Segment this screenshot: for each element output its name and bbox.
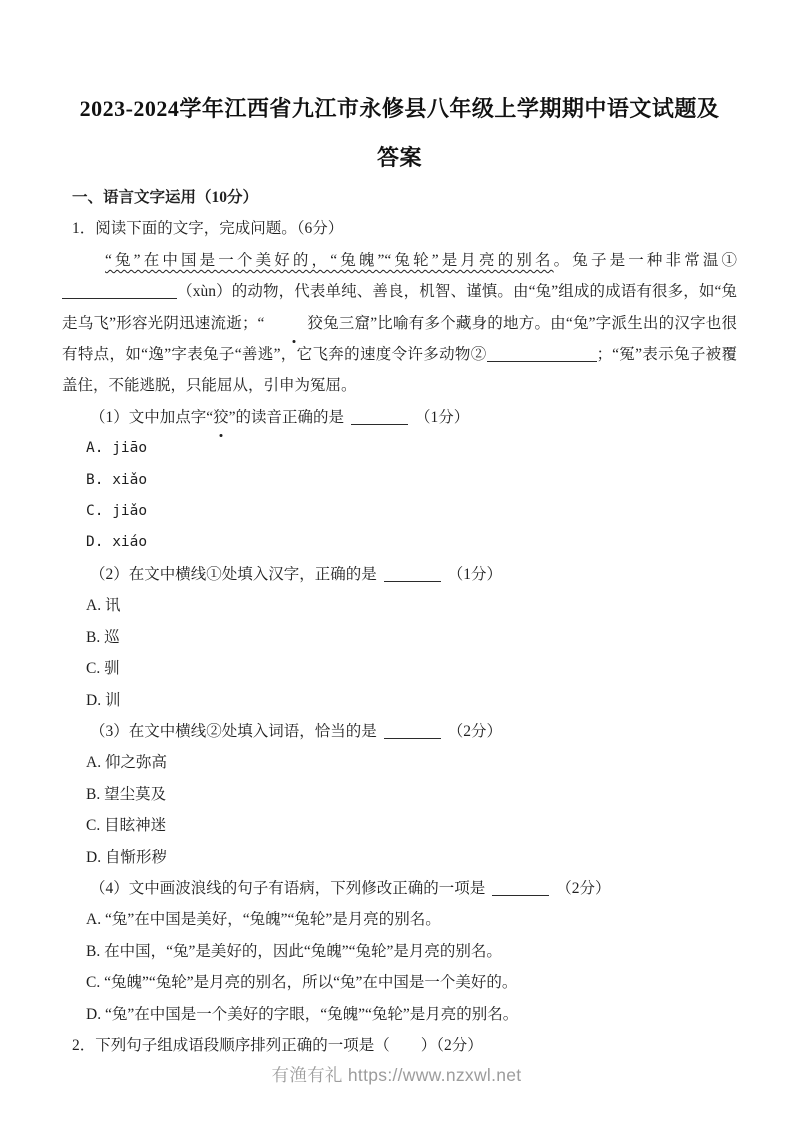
subq-text: （3）在文中横线②处填入词语，恰当的是 bbox=[90, 722, 377, 740]
score-label: （1分） bbox=[447, 565, 503, 583]
subq-text: （1）文中加点字“ bbox=[90, 408, 214, 426]
option-a: A. 仰之弥高 bbox=[86, 754, 167, 772]
dotted-emphasis-char: 狡 bbox=[213, 402, 229, 433]
subq-text: （4）文中画波浪线的句子有语病，下列修改正确的一项是 bbox=[90, 879, 486, 897]
passage-segment: 兔三窟”比喻有多个藏身的地方。由“兔”字派生出的汉字也很有特点，如“逸”字表兔子“善逃”，它飞奔的速度令许多动物② bbox=[62, 314, 737, 364]
option-c: C. 驯 bbox=[86, 660, 120, 678]
option-b: B. xiǎo bbox=[86, 471, 148, 488]
wavy-underlined-sentence: “兔”在中国是一个美好的，“兔魄”“兔轮”是月亮的别名 bbox=[105, 251, 554, 269]
q1-stem: 1．阅读下面的文字，完成问题。（6分） bbox=[72, 220, 344, 238]
option-c: C. 目眩神迷 bbox=[86, 817, 167, 835]
option-b: B. 巡 bbox=[86, 628, 120, 646]
option-a: A. “兔”在中国是美好，“兔魄”“兔轮”是月亮的别名。 bbox=[86, 911, 441, 929]
fill-blank-1 bbox=[62, 284, 177, 300]
q1-passage bbox=[62, 245, 737, 402]
option-d: D. 训 bbox=[86, 691, 121, 709]
q1-sub4-stem bbox=[90, 873, 737, 904]
answer-blank bbox=[351, 409, 408, 425]
score-label: （2分） bbox=[447, 722, 503, 740]
watermark-footer: 有渔有礼 https://www.nzxwl.net bbox=[271, 1065, 522, 1085]
subq-text: ”的读音正确的是 bbox=[228, 408, 345, 426]
q1-sub3-stem bbox=[90, 716, 737, 747]
score-label: （2分） bbox=[556, 879, 611, 897]
dotted-emphasis-char: 狡 bbox=[264, 308, 323, 339]
option-a: A. jiāo bbox=[86, 440, 148, 457]
answer-blank bbox=[384, 566, 441, 582]
q1-sub2-stem bbox=[90, 559, 737, 590]
q1-sub1-stem bbox=[90, 402, 737, 433]
q2-stem: 2．下列句子组成语段顺序排列正确的一项是（ ）（2分） bbox=[72, 1036, 483, 1054]
passage-segment: （xùn）的动物，代表单纯、善良，机智、谨慎。由“兔”组成的成语有很多，如“兔走乌飞”形容光阴迅速流逝；“ bbox=[62, 283, 737, 332]
option-d: D. 自惭形秽 bbox=[86, 848, 167, 866]
document-body bbox=[62, 182, 737, 1061]
option-d: D. xiáo bbox=[86, 534, 148, 551]
option-d: D. “兔”在中国是一个美好的字眼，“兔魄”“兔轮”是月亮的别名。 bbox=[86, 1005, 519, 1023]
score-label: （1分） bbox=[415, 408, 470, 426]
answer-blank bbox=[384, 723, 441, 739]
option-b: B. 望尘莫及 bbox=[86, 785, 167, 803]
section-heading: 一、语言文字运用（10分） bbox=[72, 189, 259, 206]
option-a: A. 讯 bbox=[86, 597, 121, 615]
passage-segment: 。兔子是一种非常温① bbox=[553, 251, 737, 269]
fill-blank-2 bbox=[487, 347, 597, 363]
subq-text: （2）在文中横线①处填入汉字，正确的是 bbox=[90, 565, 377, 583]
answer-blank bbox=[492, 880, 549, 896]
page-title: 2023-2024学年江西省九江市永修县八年级上学期期中语文试题及答案 bbox=[79, 96, 720, 170]
option-b: B. 在中国，“兔”是美好的，因此“兔魄”“兔轮”是月亮的别名。 bbox=[86, 942, 502, 960]
option-c: C. jiǎo bbox=[86, 503, 148, 520]
option-c: C. “兔魄”“兔轮”是月亮的别名，所以“兔”在中国是一个美好的。 bbox=[86, 974, 518, 992]
passage-segment: ；“冤”表示兔子被覆盖住，不能逃脱，只能屈从，引申为冤屈。 bbox=[62, 346, 737, 395]
